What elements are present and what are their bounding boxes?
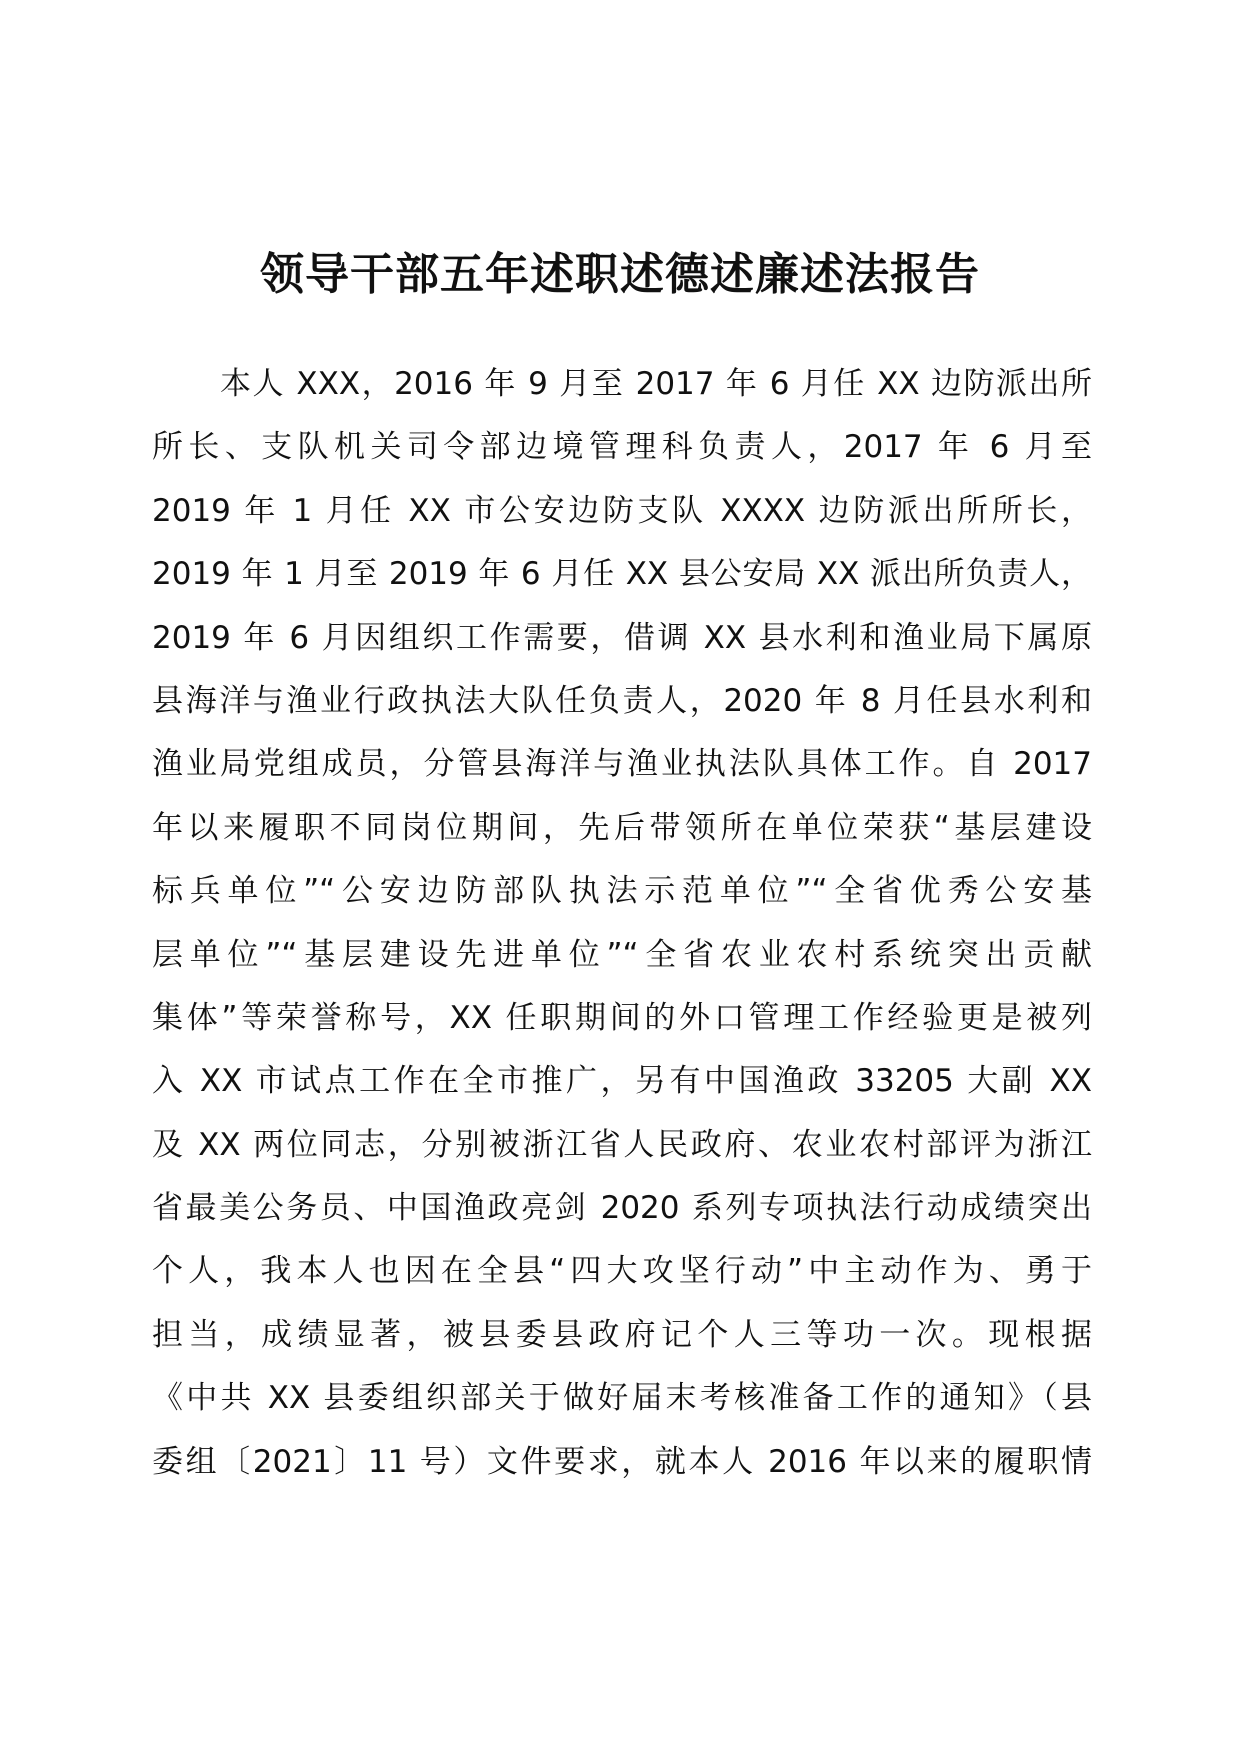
paragraph-line: 入 XX 市试点工作在全市推广，另有中国渔政 33205 大副 XX (152, 1063, 1092, 1100)
document-title: 领导干部五年述职述德述廉述法报告 (260, 249, 980, 300)
paragraph-line: 委组〔2021〕11 号）文件要求，就本人 2016 年以来的履职情 (152, 1443, 1092, 1480)
paragraph-line: 2019 年 1 月至 2019 年 6 月任 XX 县公安局 XX 派出所负责人， (152, 556, 1092, 593)
paragraph-line: 2019 年 1 月任 XX 市公安边防支队 XXXX 边防派出所所长， (152, 492, 1092, 529)
paragraph-line: 省最美公务员、中国渔政亮剑 2020 系列专项执法行动成绩突出 (152, 1190, 1092, 1227)
body-paragraph (152, 353, 1092, 1494)
paragraph-line: 标兵单位”“公安边防部队执法示范单位”“全省优秀公安基 (152, 873, 1092, 910)
paragraph-line: 集体”等荣誉称号，XX 任职期间的外口管理工作经验更是被列 (152, 999, 1092, 1036)
paragraph-line: 县海洋与渔业行政执法大队任负责人，2020 年 8 月任县水利和 (152, 682, 1092, 719)
paragraph-line: 层单位”“基层建设先进单位”“全省农业农村系统突出贡献 (152, 936, 1092, 973)
paragraph-line: 个人，我本人也因在全县“四大攻坚行动”中主动作为、勇于 (152, 1253, 1092, 1290)
paragraph-line: 担当，成绩显著，被县委县政府记个人三等功一次。现根据 (152, 1316, 1092, 1353)
paragraph-line: 所长、支队机关司令部边境管理科负责人，2017 年 6 月至 (152, 429, 1092, 466)
paragraph-line: 《中共 XX 县委组织部关于做好届末考核准备工作的通知》（县 (152, 1380, 1092, 1417)
paragraph-line: 本人 XXX，2016 年 9 月至 2017 年 6 月任 XX 边防派出所 (220, 366, 1092, 402)
paragraph-line: 渔业局党组成员，分管县海洋与渔业执法队具体工作。自 2017 (152, 746, 1092, 783)
paragraph-line: 年以来履职不同岗位期间，先后带领所在单位荣获“基层建设 (152, 809, 1092, 846)
paragraph-line: 及 XX 两位同志，分别被浙江省人民政府、农业农村部评为浙江 (152, 1126, 1092, 1163)
paragraph-line: 2019 年 6 月因组织工作需要，借调 XX 县水利和渔业局下属原 (152, 619, 1092, 656)
